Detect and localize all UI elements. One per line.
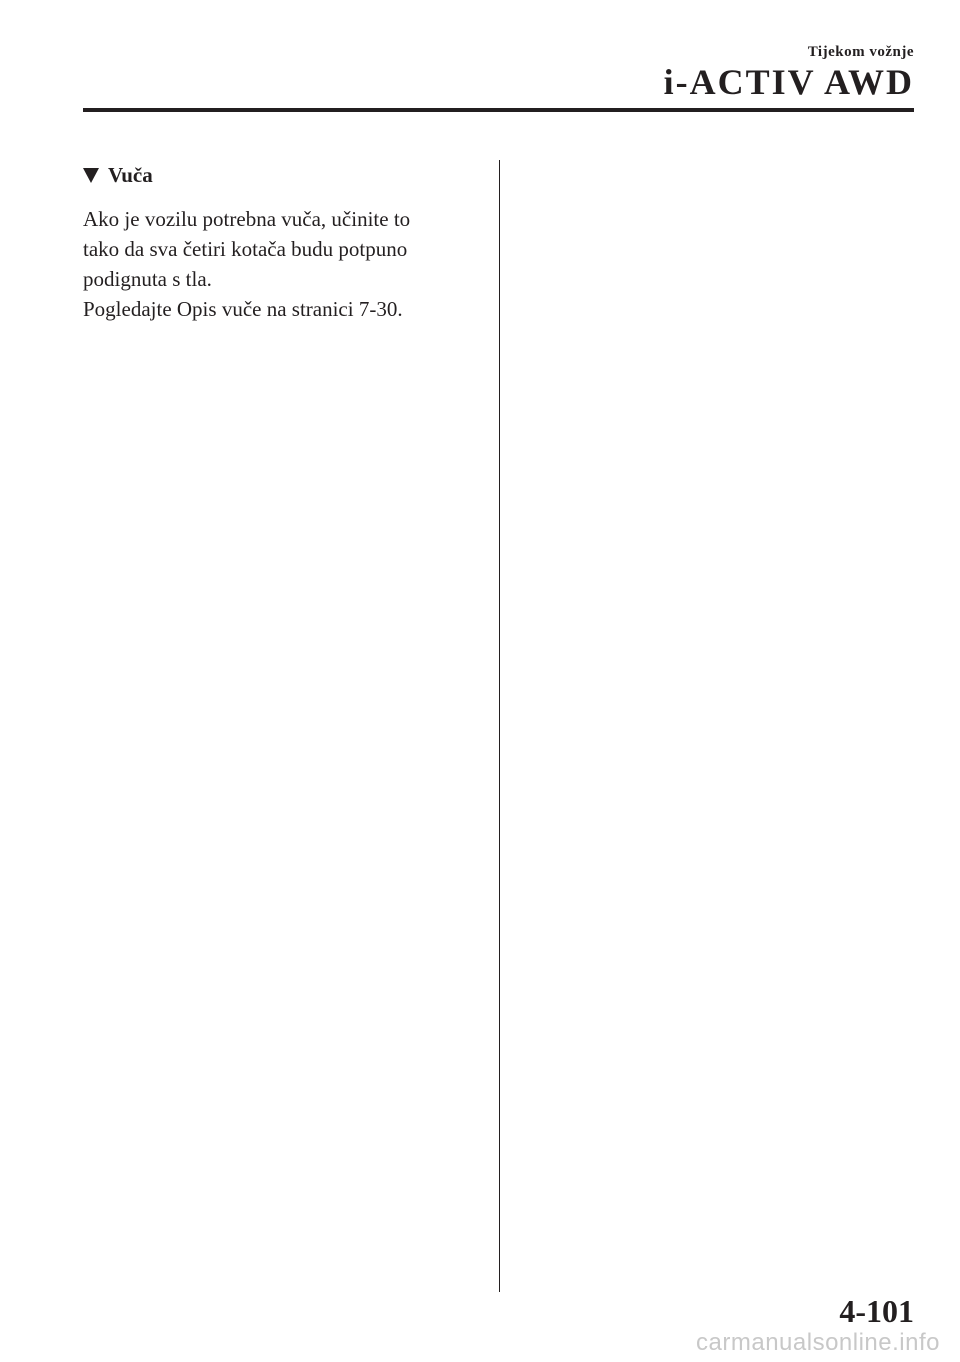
section-label: Tijekom vožnje [807,44,914,60]
column-divider [499,160,500,1292]
left-column [83,160,478,324]
subheading [83,160,478,190]
watermark-text: carmanualsonline.info [696,1329,940,1356]
body-line: Ako je vozilu potrebna vuča, učinite to [83,207,411,231]
header-divider [83,108,914,112]
body-line: Pogledajte Opis vuče na stranici 7-30. [83,297,403,321]
body-line: tako da sva četiri kotača budu potpuno [83,237,408,261]
body-line: podignuta s tla. [83,267,212,291]
page-number: 4-101 [839,1293,914,1329]
down-triangle-icon [83,168,99,183]
chapter-title: i-ACTIV AWD [663,62,914,102]
subheading-text: Vuča [108,163,153,187]
